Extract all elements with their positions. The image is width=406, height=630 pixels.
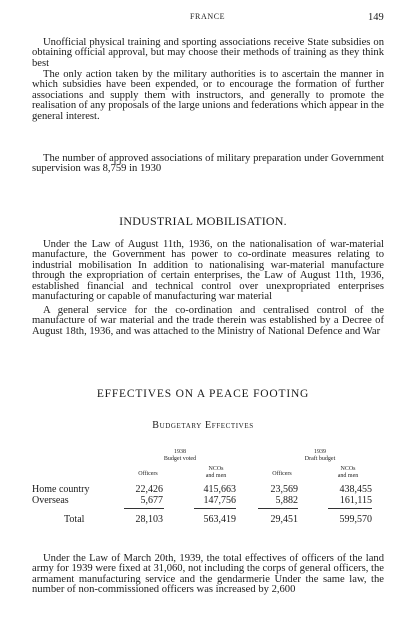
total-officers-1938: 28,103 xyxy=(135,514,163,525)
sum-rule xyxy=(258,508,298,509)
col-ncos-1938: NCOs xyxy=(208,466,224,472)
total-officers-1939: 29,451 xyxy=(270,514,298,525)
col-ncos-1938-b: and men xyxy=(205,473,227,479)
paragraph-general-service: A general service for the co-ordination and centralised control of the manufacture of war material and the trade therein was established by a Decree of August 18th, 1936, and was attached to the Ministry of National Defence and War xyxy=(32,305,384,337)
cell-ncos-1939: 161,115 xyxy=(339,495,372,506)
heading-budgetary-effectives: Budgetary Effectives xyxy=(152,420,254,431)
paragraph-law-1939: Under the Law of March 20th, 1939, the total effectives of officers of the land army for 1939 were fixed at 31,060, not including the corps of general officers, the armament manufacturing service and the gendarmerie Under the same law, the number of non-commissioned officers was increased by 2,600 xyxy=(32,553,384,596)
sum-rule xyxy=(328,508,372,509)
page-number: 149 xyxy=(368,12,384,23)
paragraph-approved-associations: The number of approved associations of military preparation under Government supervision was 8,759 in 1930 xyxy=(32,153,384,175)
paragraph-law-1936: Under the Law of August 11th, 1936, on the nationalisation of war-material manufacture, the Government has power to co-ordinate measures relating to industrial mobilisation In addition to nationalising war-material manufacture through the expropriation of certain enterprises, the Law of August 11th, 1936, established financial and technical control over unexpropriated enterprises manufacturing or capable of manufacturing war material xyxy=(32,239,384,303)
running-title: FRANCE xyxy=(190,12,226,21)
paragraph-military-authorities: The only action taken by the military authorities is to ascertain the manner in which subsidies have been expended, or to encourage the formation of further associations and supply them with instructors, and generally to promote the realisation of any proposals of the large unions and federations which appear in the general interest. xyxy=(32,69,384,122)
sum-rule xyxy=(124,508,164,509)
sum-rule xyxy=(194,508,236,509)
row-label: Home country xyxy=(32,484,90,495)
heading-effectives: EFFECTIVES ON A PEACE FOOTING xyxy=(96,388,310,400)
total-ncos-1939: 599,570 xyxy=(339,514,372,525)
col-ncos-1939-b: and men xyxy=(337,473,359,479)
year-1938: 1938 xyxy=(174,449,186,455)
cell-officers-1939: 23,569 xyxy=(270,484,298,495)
paragraph-subsidies: Unofficial physical training and sporting associations receive State subsidies on obtaining official approval, but may choose their methods of training as they think best xyxy=(32,37,384,69)
total-label: Total xyxy=(64,514,85,525)
cell-officers-1938: 5,677 xyxy=(140,495,163,506)
total-ncos-1938: 563,419 xyxy=(203,514,236,525)
row-label: Overseas xyxy=(32,495,69,506)
cell-ncos-1939: 438,455 xyxy=(339,484,372,495)
cell-officers-1938: 22,426 xyxy=(135,484,163,495)
col-officers-1938: Officers xyxy=(138,471,158,477)
year-1939: 1939 xyxy=(314,449,326,455)
col-ncos-1939: NCOs xyxy=(340,466,356,472)
year-1938-label: Budget voted xyxy=(163,456,197,462)
cell-ncos-1938: 147,756 xyxy=(203,495,236,506)
cell-ncos-1938: 415,663 xyxy=(203,484,236,495)
year-1939-label: Draft budget xyxy=(304,456,336,462)
col-officers-1939: Officers xyxy=(272,471,292,477)
cell-officers-1939: 5,882 xyxy=(275,495,298,506)
heading-industrial-mobilisation: INDUSTRIAL MOBILISATION. xyxy=(119,214,287,228)
running-header xyxy=(0,12,406,26)
